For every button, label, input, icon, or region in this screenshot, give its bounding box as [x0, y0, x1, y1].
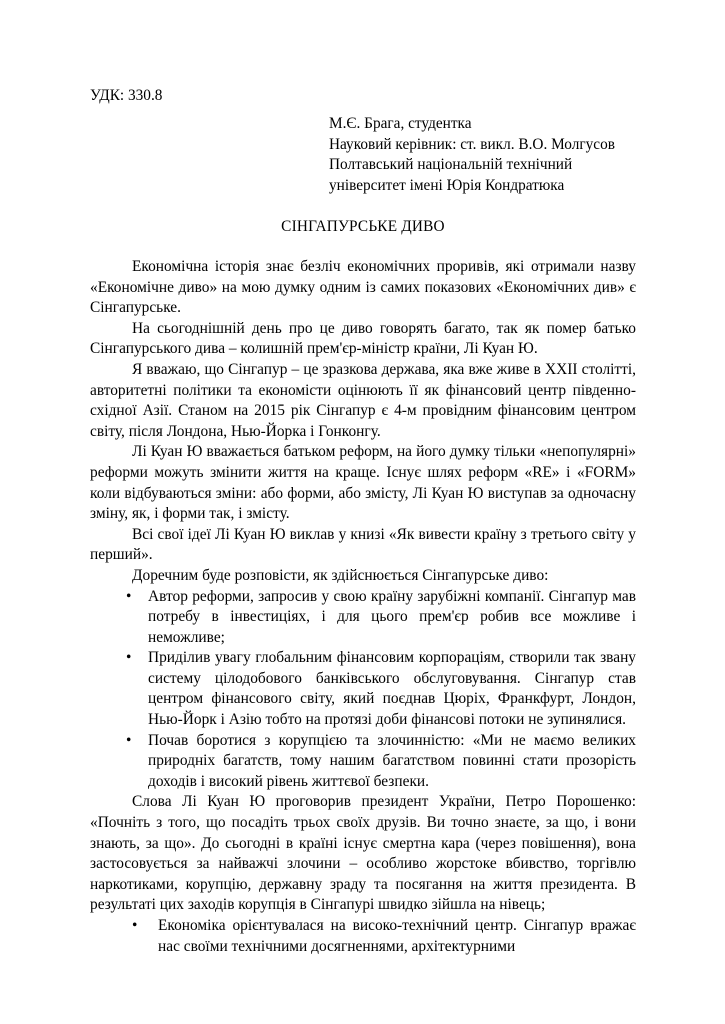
bullet-icon: • — [132, 917, 138, 934]
bullet-icon: • — [126, 587, 132, 605]
list-item-text: Економіка орієнтувалася на високо-технічний центр. Сінгапур вражає нас своїми технічними досягненнями, архітектурними — [158, 917, 636, 955]
paragraph-lead-in: Доречним буде розповісти, як здійснюється Сінгапурське диво: — [132, 566, 549, 584]
document-body — [90, 257, 636, 957]
author-line-student: М.Є. Брага, студентка — [329, 115, 472, 132]
list-item — [90, 648, 636, 730]
udk-code: УДК: 330.8 — [90, 87, 163, 104]
page-title: СІНГАПУРСЬКЕ ДИВО — [281, 218, 445, 235]
paragraph-poroshenko: Слова Лі Куан Ю проговорив президент України, Петро Порошенко: «Почніть з того, що посадіть трьох своїх друзів. Ви точно знаєте, за що, і вони знають, за що». До сьогодні в країні існує смертна кара (через повішення), вона застосовується за найважчі злочини – особливо жорстоке вбивство, торгівлю наркотиками, корупцію, державну зраду та посягання на життя президента. В результаті цих заходів корупція в Сінгапурі швидко зійшла на нівець; — [90, 793, 636, 914]
document-content — [90, 86, 636, 957]
bullet-icon: • — [126, 649, 132, 667]
list-item — [90, 916, 636, 957]
list-item-text: Почав боротися з корупцією та злочинністю: «Ми не маємо великих природніх багатств, тому нашим багатством повинні стати прозорість доходів і високий рівень життєвої безпеки. — [148, 731, 636, 790]
paragraph-reforms: Лі Куан Ю вважається батьком реформ, на його думку тільки «непопулярні» реформи можуть змінити життя на краще. Існує шлях реформ «RE» і «FORM» коли відбуваються зміни: або форми, або змісту, Лі Куан Ю виступав за одночасну зміну, як, і форми так, і змісту. — [90, 443, 636, 523]
paragraph-book: Всі свої ідеї Лі Куан Ю виклав у книзі «Як вивести країну з третього світу у перший». — [90, 525, 636, 564]
bullet-icon: • — [126, 731, 132, 749]
author-line-university-1: Полтавський національній технічний — [329, 156, 573, 173]
paragraph-today: На сьогоднішній день про це диво говорять багато, так як помер батько Сінгапурського дива – колишній прем'єр-міністр країни, Лі Куан Ю. — [90, 319, 636, 358]
list-item-text: Приділив увагу глобальним фінансовим корпораціям, створили так звану систему цілодобового банківського обслуговування. Сінгапур став центром фінансового світу, який поєднав Цюріх, Франкфурт, Лондон, Нью-Йорк і Азію тобто на протязі доби фінансові потоки не зупинялися. — [148, 649, 636, 729]
paragraph-intro: Економічна історія знає безліч економічних проривів, які отримали назву «Економічне диво» на мою думку одним із самих показових «Економічних див» є Сінгапурське. — [90, 258, 636, 317]
author-block — [90, 114, 636, 196]
list-item — [90, 731, 636, 793]
list-item-text: Автор реформи, запросив у свою країну зарубіжні компанії. Сінгапур мав потребу в інвестиціях, і для цього прем'єр робив все можливе і неможливе; — [148, 587, 636, 646]
author-line-university-2: університет імені Юрія Кондратюка — [329, 176, 565, 194]
paragraph-opinion: Я вважаю, що Сінгапур – це зразкова держава, яка вже живе в XXII столітті, авторитетні політики та економісти оцінюють її як фінансовий центр південно-східної Азії. Станом на 2015 рік Сінгапур є 4-м провідним фінансовим центром світу, після Лондона, Нью-Йорка і Гонконгу. — [90, 360, 636, 440]
author-line-supervisor: Науковий керівник: ст. викл. В.О. Молгусов — [329, 135, 615, 153]
bullet-list — [90, 587, 636, 793]
bullet-list-continued — [90, 916, 636, 957]
list-item — [90, 587, 636, 649]
